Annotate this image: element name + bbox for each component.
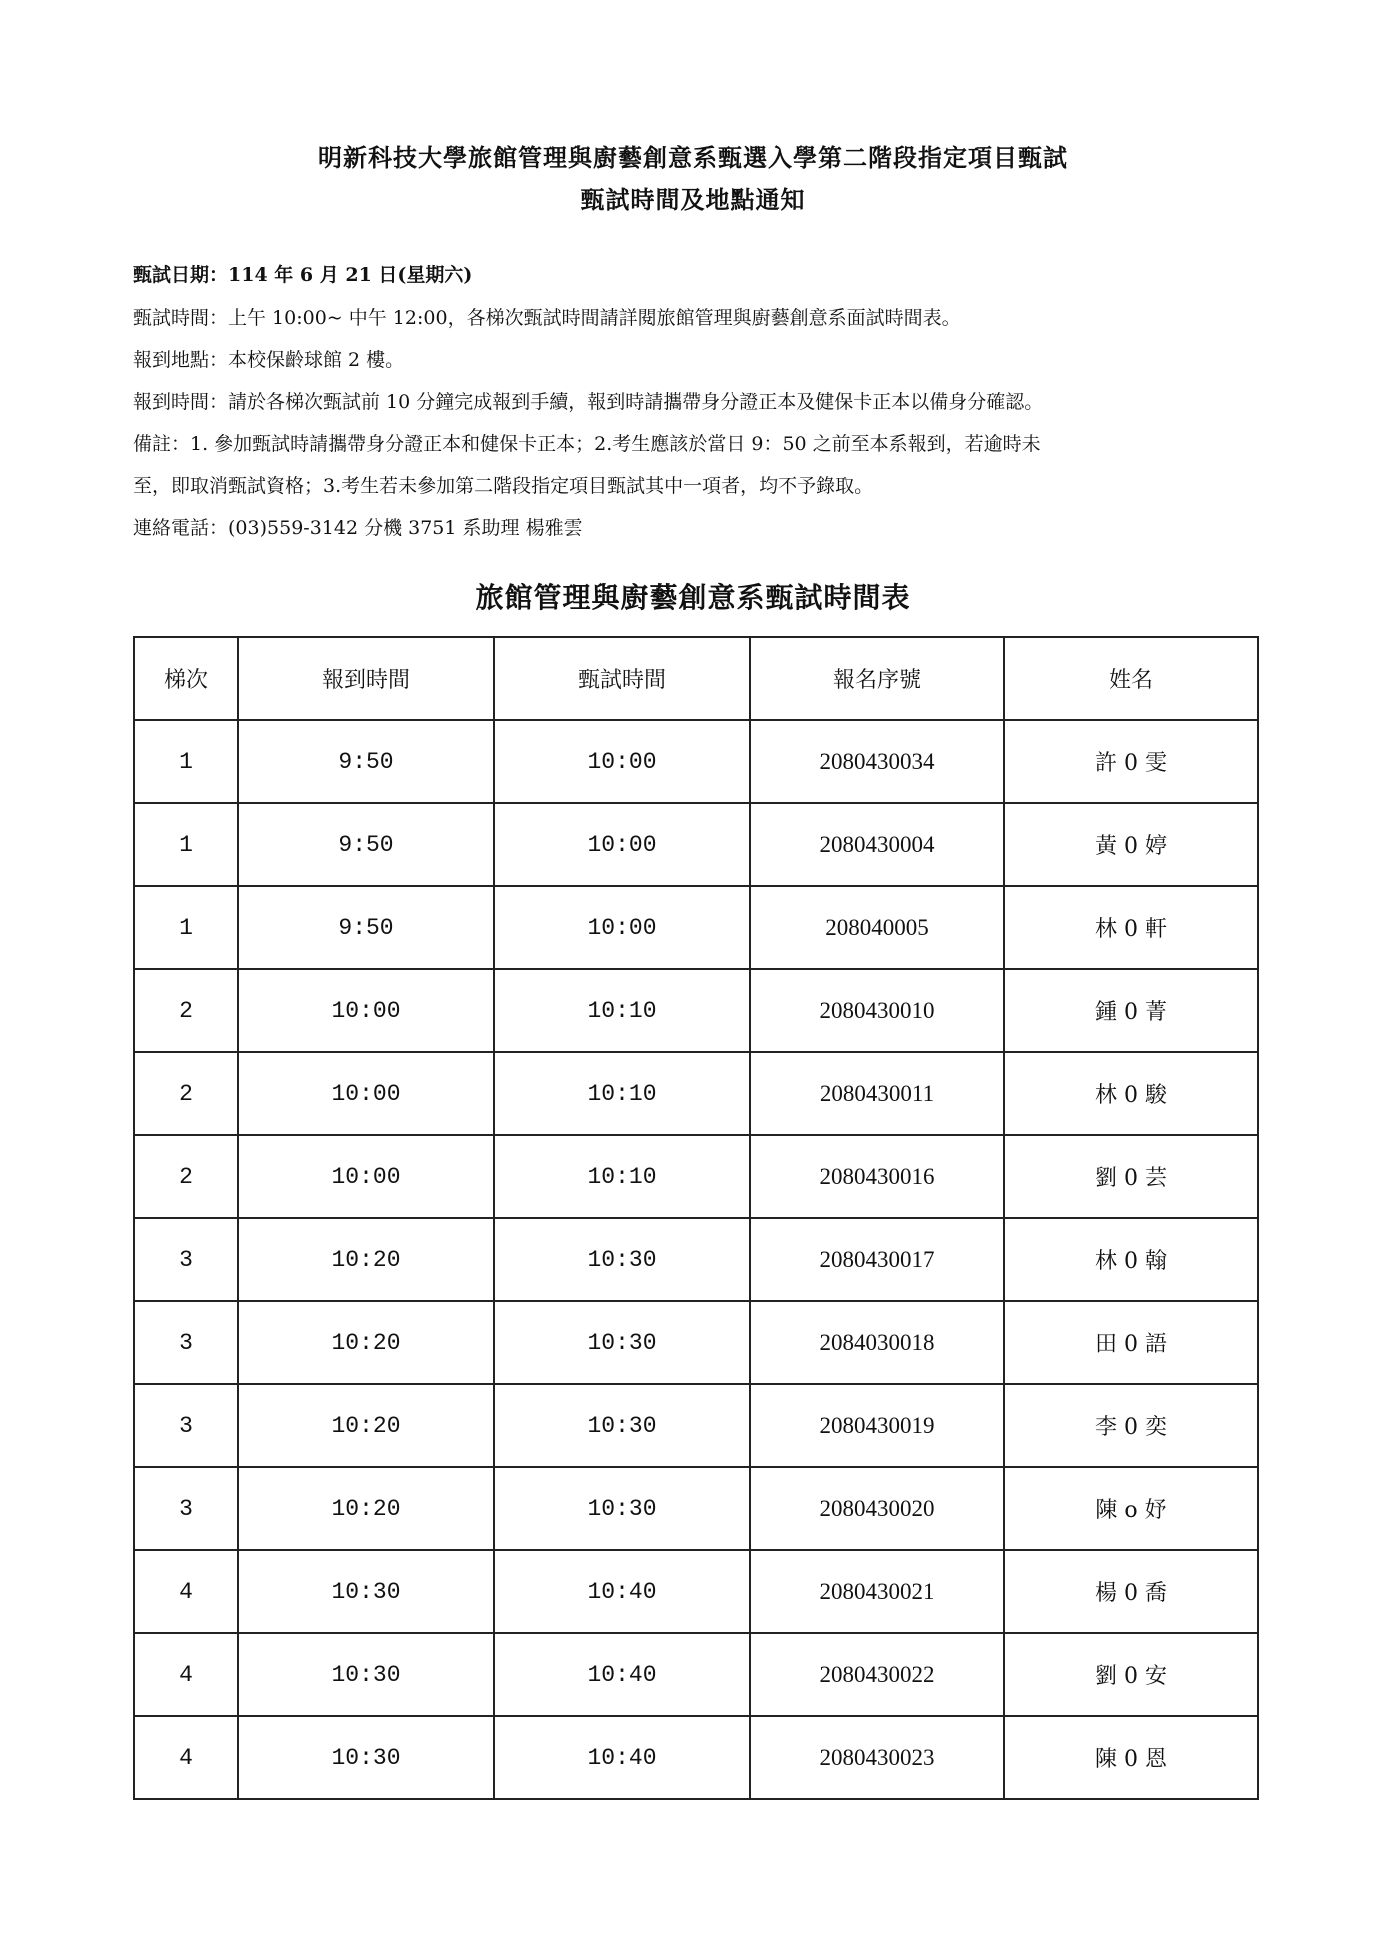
table-row xyxy=(134,720,1258,803)
exam-time-value: 上午 10:00~ 中午 12:00，各梯次甄試時間請詳閱旅館管理與廚藝創意系面試時間表。 xyxy=(228,307,961,329)
column-header-batch: 梯次 xyxy=(134,637,238,720)
column-header-name: 姓名 xyxy=(1004,637,1258,720)
cell-checkin-time: 9:50 xyxy=(238,720,494,803)
cell-exam-time: 10:10 xyxy=(494,969,750,1052)
cell-serial: 2080430020 xyxy=(750,1467,1004,1550)
cell-checkin-time: 10:20 xyxy=(238,1301,494,1384)
cell-name: 陳 0 恩 xyxy=(1004,1716,1258,1799)
cell-name: 林 0 翰 xyxy=(1004,1218,1258,1301)
cell-serial: 208040005 xyxy=(750,886,1004,969)
column-header-exam-time: 甄試時間 xyxy=(494,637,750,720)
column-header-checkin-time: 報到時間 xyxy=(238,637,494,720)
cell-serial: 2080430019 xyxy=(750,1384,1004,1467)
cell-name: 楊 0 喬 xyxy=(1004,1550,1258,1633)
cell-batch: 4 xyxy=(134,1550,238,1633)
cell-name: 林 0 駿 xyxy=(1004,1052,1258,1135)
cell-batch: 3 xyxy=(134,1467,238,1550)
contact-line xyxy=(133,516,1273,540)
table-row xyxy=(134,1550,1258,1633)
note-value-2: 至，即取消甄試資格；3.考生若未參加第二階段指定項目甄試其中一項者，均不予錄取。 xyxy=(133,475,874,497)
cell-exam-time: 10:40 xyxy=(494,1550,750,1633)
cell-serial: 2084030018 xyxy=(750,1301,1004,1384)
cell-serial: 2080430010 xyxy=(750,969,1004,1052)
cell-checkin-time: 10:20 xyxy=(238,1467,494,1550)
cell-name: 林 0 軒 xyxy=(1004,886,1258,969)
cell-batch: 2 xyxy=(134,1135,238,1218)
cell-batch: 2 xyxy=(134,969,238,1052)
exam-date-value: 114 年 6 月 21 日(星期六) xyxy=(228,264,473,286)
table-row xyxy=(134,1052,1258,1135)
table-row xyxy=(134,1467,1258,1550)
cell-name: 田 0 語 xyxy=(1004,1301,1258,1384)
cell-serial: 2080430016 xyxy=(750,1135,1004,1218)
report-time-value: 請於各梯次甄試前 10 分鐘完成報到手續，報到時請攜帶身分證正本及健保卡正本以備身分確認。 xyxy=(228,391,1044,413)
report-time-label: 報到時間： xyxy=(133,391,229,413)
note-line-1 xyxy=(133,432,1273,456)
document-subtitle: 甄試時間及地點通知 xyxy=(580,185,806,214)
table-title: 旅館管理與廚藝創意系甄試時間表 xyxy=(475,581,911,614)
table-row xyxy=(134,1301,1258,1384)
cell-checkin-time: 10:20 xyxy=(238,1218,494,1301)
table-row xyxy=(134,1135,1258,1218)
cell-batch: 1 xyxy=(134,803,238,886)
table-header-row xyxy=(134,637,1258,720)
exam-date-line xyxy=(133,263,1273,287)
report-place-value: 本校保齡球館 2 樓。 xyxy=(228,349,405,371)
note-label: 備註： xyxy=(133,433,191,455)
report-time-line xyxy=(133,390,1273,414)
table-row xyxy=(134,803,1258,886)
report-place-line xyxy=(133,348,1273,372)
cell-checkin-time: 10:20 xyxy=(238,1384,494,1467)
table-row xyxy=(134,969,1258,1052)
table-row xyxy=(134,1218,1258,1301)
exam-time-line xyxy=(133,306,1273,330)
cell-serial: 2080430023 xyxy=(750,1716,1004,1799)
cell-serial: 2080430034 xyxy=(750,720,1004,803)
note-line-2 xyxy=(133,474,1273,498)
document-title: 明新科技大學旅館管理與廚藝創意系甄選入學第二階段指定項目甄試 xyxy=(318,143,1068,172)
cell-checkin-time: 10:00 xyxy=(238,1135,494,1218)
cell-checkin-time: 10:30 xyxy=(238,1550,494,1633)
cell-checkin-time: 10:00 xyxy=(238,1052,494,1135)
cell-checkin-time: 10:30 xyxy=(238,1633,494,1716)
cell-exam-time: 10:30 xyxy=(494,1384,750,1467)
cell-exam-time: 10:10 xyxy=(494,1052,750,1135)
table-row xyxy=(134,886,1258,969)
table-row xyxy=(134,1633,1258,1716)
table-row xyxy=(134,1384,1258,1467)
cell-exam-time: 10:10 xyxy=(494,1135,750,1218)
cell-serial: 2080430022 xyxy=(750,1633,1004,1716)
cell-batch: 1 xyxy=(134,720,238,803)
cell-batch: 4 xyxy=(134,1633,238,1716)
cell-batch: 4 xyxy=(134,1716,238,1799)
cell-exam-time: 10:40 xyxy=(494,1716,750,1799)
cell-name: 鍾 0 菁 xyxy=(1004,969,1258,1052)
cell-exam-time: 10:00 xyxy=(494,886,750,969)
contact-label: 連絡電話： xyxy=(133,517,229,539)
cell-serial: 2080430011 xyxy=(750,1052,1004,1135)
cell-batch: 1 xyxy=(134,886,238,969)
cell-serial: 2080430021 xyxy=(750,1550,1004,1633)
cell-exam-time: 10:40 xyxy=(494,1633,750,1716)
cell-exam-time: 10:30 xyxy=(494,1467,750,1550)
cell-checkin-time: 10:30 xyxy=(238,1716,494,1799)
report-place-label: 報到地點： xyxy=(133,349,229,371)
cell-name: 許 0 雯 xyxy=(1004,720,1258,803)
cell-name: 黃 0 婷 xyxy=(1004,803,1258,886)
column-header-serial: 報名序號 xyxy=(750,637,1004,720)
exam-time-label: 甄試時間： xyxy=(133,307,229,329)
cell-name: 劉 0 安 xyxy=(1004,1633,1258,1716)
cell-name: 劉 0 芸 xyxy=(1004,1135,1258,1218)
cell-exam-time: 10:30 xyxy=(494,1301,750,1384)
note-value-1: 1. 參加甄試時請攜帶身分證正本和健保卡正本；2.考生應該於當日 9：50 之前至本系報到，若逾時未 xyxy=(190,433,1041,455)
cell-batch: 3 xyxy=(134,1301,238,1384)
cell-exam-time: 10:00 xyxy=(494,803,750,886)
cell-checkin-time: 9:50 xyxy=(238,803,494,886)
exam-date-label: 甄試日期： xyxy=(133,264,229,286)
schedule-table xyxy=(133,636,1259,1800)
cell-name: 李 0 奕 xyxy=(1004,1384,1258,1467)
cell-batch: 3 xyxy=(134,1384,238,1467)
cell-checkin-time: 9:50 xyxy=(238,886,494,969)
cell-exam-time: 10:00 xyxy=(494,720,750,803)
contact-value: (03)559-3142 分機 3751 系助理 楊雅雲 xyxy=(228,517,583,539)
cell-exam-time: 10:30 xyxy=(494,1218,750,1301)
cell-name: 陳 o 妤 xyxy=(1004,1467,1258,1550)
cell-checkin-time: 10:00 xyxy=(238,969,494,1052)
cell-serial: 2080430004 xyxy=(750,803,1004,886)
cell-serial: 2080430017 xyxy=(750,1218,1004,1301)
table-row xyxy=(134,1716,1258,1799)
cell-batch: 2 xyxy=(134,1052,238,1135)
cell-batch: 3 xyxy=(134,1218,238,1301)
